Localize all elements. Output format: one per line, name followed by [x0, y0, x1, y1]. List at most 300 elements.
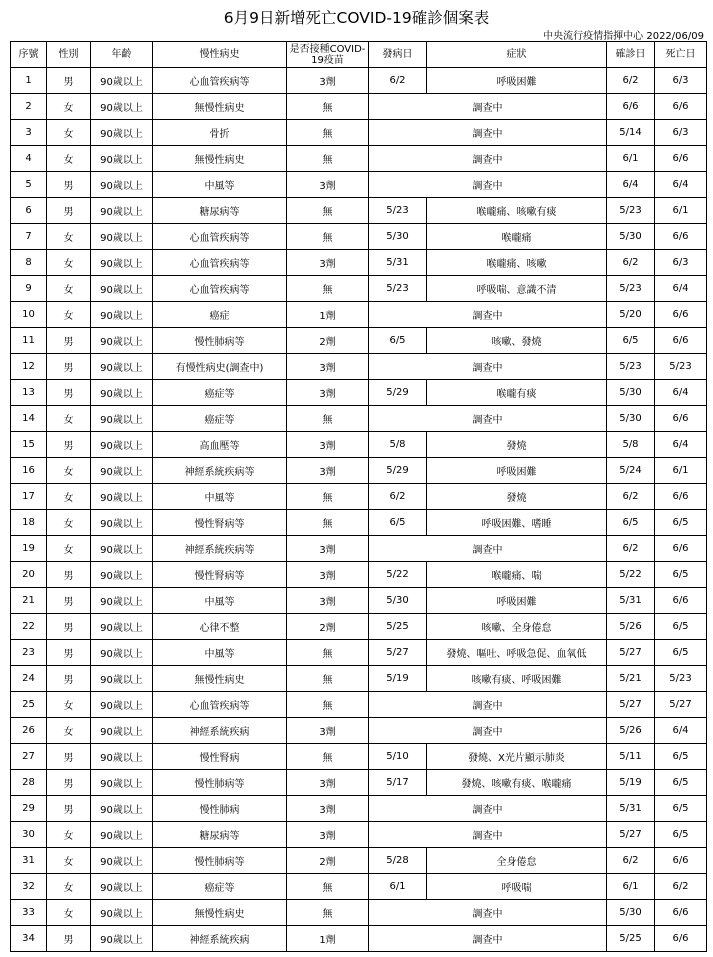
cell-sex: 女 [47, 692, 91, 718]
cell-history: 神經系統疾病 [153, 926, 287, 952]
table-row [11, 224, 707, 250]
cell-history: 慢性肺病 [153, 796, 287, 822]
cell-death: 6/5 [655, 770, 707, 796]
cell-age: 90歲以上 [91, 848, 153, 874]
cell-symptoms: 喉嚨痛、咳嗽有痰 [427, 198, 607, 224]
cell-confirmed: 5/25 [607, 926, 655, 952]
cell-confirmed: 6/2 [607, 68, 655, 94]
cell-symptoms: 調查中 [369, 926, 607, 952]
cell-no: 5 [11, 172, 47, 198]
cell-confirmed: 5/27 [607, 692, 655, 718]
cell-history: 癌症等 [153, 380, 287, 406]
cell-age: 90歲以上 [91, 146, 153, 172]
cell-death: 6/5 [655, 614, 707, 640]
cell-vaccine: 1劑 [287, 926, 369, 952]
header-row [11, 42, 707, 68]
cell-no: 34 [11, 926, 47, 952]
col-header-symptoms: 症狀 [427, 42, 607, 68]
cell-symptoms: 調查中 [369, 718, 607, 744]
cell-vaccine: 3劑 [287, 172, 369, 198]
cell-death: 6/5 [655, 640, 707, 666]
cell-confirmed: 5/20 [607, 302, 655, 328]
cell-symptoms: 發燒、嘔吐、呼吸急促、血氧低 [427, 640, 607, 666]
cell-no: 3 [11, 120, 47, 146]
cell-sex: 女 [47, 510, 91, 536]
cell-no: 11 [11, 328, 47, 354]
cell-age: 90歲以上 [91, 562, 153, 588]
cell-death: 6/1 [655, 198, 707, 224]
cell-no: 28 [11, 770, 47, 796]
cell-confirmed: 5/21 [607, 666, 655, 692]
cell-history: 慢性肺病等 [153, 770, 287, 796]
table-row [11, 354, 707, 380]
cell-no: 10 [11, 302, 47, 328]
cell-age: 90歲以上 [91, 874, 153, 900]
cell-confirmed: 6/2 [607, 848, 655, 874]
table-row [11, 94, 707, 120]
cell-history: 慢性肺病等 [153, 848, 287, 874]
cell-onset: 5/29 [369, 380, 427, 406]
cell-vaccine: 3劑 [287, 250, 369, 276]
cell-history: 神經系統疾病 [153, 718, 287, 744]
cell-vaccine: 無 [287, 744, 369, 770]
table-row [11, 198, 707, 224]
cell-symptoms: 調查中 [369, 302, 607, 328]
table-row [11, 874, 707, 900]
cell-sex: 男 [47, 926, 91, 952]
cell-sex: 男 [47, 614, 91, 640]
cell-symptoms: 呼吸困難、嗜睡 [427, 510, 607, 536]
cell-death: 6/5 [655, 510, 707, 536]
table-row [11, 822, 707, 848]
cell-vaccine: 2劑 [287, 328, 369, 354]
cell-death: 6/4 [655, 432, 707, 458]
cell-symptoms: 調查中 [369, 146, 607, 172]
cell-age: 90歲以上 [91, 120, 153, 146]
cell-sex: 男 [47, 172, 91, 198]
cell-death: 6/6 [655, 484, 707, 510]
col-header-vaccine: 是否接種COVID-19疫苗 [287, 42, 369, 68]
cell-onset: 5/27 [369, 640, 427, 666]
cell-no: 15 [11, 432, 47, 458]
cell-history: 心血管疾病等 [153, 250, 287, 276]
cell-confirmed: 6/2 [607, 484, 655, 510]
cell-death: 6/3 [655, 68, 707, 94]
table-row [11, 666, 707, 692]
table-row [11, 614, 707, 640]
table-row [11, 250, 707, 276]
cell-death: 6/4 [655, 276, 707, 302]
cell-symptoms: 發燒、X光片顯示肺炎 [427, 744, 607, 770]
col-header-onset: 發病日 [369, 42, 427, 68]
cell-death: 6/5 [655, 822, 707, 848]
cell-sex: 女 [47, 536, 91, 562]
cell-vaccine: 無 [287, 874, 369, 900]
cell-age: 90歲以上 [91, 406, 153, 432]
cell-sex: 女 [47, 874, 91, 900]
cell-no: 7 [11, 224, 47, 250]
cell-history: 中風等 [153, 588, 287, 614]
col-header-death: 死亡日 [655, 42, 707, 68]
cell-vaccine: 1劑 [287, 302, 369, 328]
cell-age: 90歲以上 [91, 484, 153, 510]
cell-no: 20 [11, 562, 47, 588]
cell-no: 6 [11, 198, 47, 224]
cell-confirmed: 5/23 [607, 198, 655, 224]
cell-symptoms: 調查中 [369, 536, 607, 562]
cell-no: 21 [11, 588, 47, 614]
table-row [11, 276, 707, 302]
cell-sex: 男 [47, 562, 91, 588]
cell-history: 心血管疾病等 [153, 276, 287, 302]
table-row [11, 68, 707, 94]
cell-death: 6/6 [655, 224, 707, 250]
col-header-sex: 性別 [47, 42, 91, 68]
cell-age: 90歲以上 [91, 302, 153, 328]
cell-sex: 女 [47, 302, 91, 328]
cell-age: 90歲以上 [91, 692, 153, 718]
cell-history: 無慢性病史 [153, 94, 287, 120]
cell-sex: 男 [47, 588, 91, 614]
cell-no: 29 [11, 796, 47, 822]
cell-history: 癌症 [153, 302, 287, 328]
cell-sex: 男 [47, 432, 91, 458]
cell-no: 19 [11, 536, 47, 562]
cell-death: 6/2 [655, 874, 707, 900]
cell-no: 26 [11, 718, 47, 744]
cell-vaccine: 3劑 [287, 588, 369, 614]
table-row [11, 900, 707, 926]
cell-death: 6/6 [655, 848, 707, 874]
cell-age: 90歲以上 [91, 796, 153, 822]
cell-onset: 6/1 [369, 874, 427, 900]
table-row [11, 848, 707, 874]
cell-age: 90歲以上 [91, 380, 153, 406]
cell-no: 30 [11, 822, 47, 848]
cell-confirmed: 6/1 [607, 874, 655, 900]
table-row [11, 120, 707, 146]
cell-no: 1 [11, 68, 47, 94]
table-row [11, 432, 707, 458]
cell-onset: 5/23 [369, 276, 427, 302]
cell-sex: 男 [47, 770, 91, 796]
cell-death: 6/1 [655, 458, 707, 484]
cell-symptoms: 調查中 [369, 354, 607, 380]
cell-death: 5/23 [655, 354, 707, 380]
cell-symptoms: 調查中 [369, 120, 607, 146]
cell-death: 6/6 [655, 588, 707, 614]
cell-vaccine: 2劑 [287, 614, 369, 640]
cell-age: 90歲以上 [91, 718, 153, 744]
cell-onset: 5/29 [369, 458, 427, 484]
cell-vaccine: 無 [287, 510, 369, 536]
cell-symptoms: 調查中 [369, 406, 607, 432]
cell-history: 無慢性病史 [153, 666, 287, 692]
cell-sex: 女 [47, 146, 91, 172]
cell-sex: 女 [47, 224, 91, 250]
col-header-age: 年齡 [91, 42, 153, 68]
cell-no: 33 [11, 900, 47, 926]
cell-sex: 女 [47, 458, 91, 484]
cell-age: 90歲以上 [91, 172, 153, 198]
cell-sex: 男 [47, 666, 91, 692]
cell-symptoms: 調查中 [369, 692, 607, 718]
cell-confirmed: 5/14 [607, 120, 655, 146]
cell-confirmed: 5/30 [607, 406, 655, 432]
table-row [11, 692, 707, 718]
cell-death: 6/6 [655, 94, 707, 120]
cell-vaccine: 3劑 [287, 354, 369, 380]
cell-no: 13 [11, 380, 47, 406]
cell-age: 90歲以上 [91, 770, 153, 796]
cell-no: 12 [11, 354, 47, 380]
cell-onset: 5/23 [369, 198, 427, 224]
cell-vaccine: 無 [287, 224, 369, 250]
cell-sex: 女 [47, 406, 91, 432]
cell-vaccine: 無 [287, 94, 369, 120]
cell-death: 6/6 [655, 146, 707, 172]
table-row [11, 770, 707, 796]
cell-history: 慢性腎病等 [153, 562, 287, 588]
cell-history: 無慢性病史 [153, 900, 287, 926]
cell-confirmed: 6/5 [607, 328, 655, 354]
cell-vaccine: 無 [287, 692, 369, 718]
cell-vaccine: 無 [287, 484, 369, 510]
cell-death: 6/3 [655, 120, 707, 146]
cell-confirmed: 6/6 [607, 94, 655, 120]
col-header-confirmed: 確診日 [607, 42, 655, 68]
cell-age: 90歲以上 [91, 250, 153, 276]
cell-sex: 女 [47, 250, 91, 276]
cell-vaccine: 2劑 [287, 848, 369, 874]
cell-history: 慢性肺病等 [153, 328, 287, 354]
cell-history: 心血管疾病等 [153, 692, 287, 718]
cell-vaccine: 無 [287, 120, 369, 146]
table-row [11, 536, 707, 562]
cell-history: 有慢性病史(調查中) [153, 354, 287, 380]
cell-symptoms: 喉嚨痛、喘 [427, 562, 607, 588]
cell-onset: 5/31 [369, 250, 427, 276]
cell-history: 中風等 [153, 640, 287, 666]
cell-death: 6/6 [655, 302, 707, 328]
cell-sex: 男 [47, 640, 91, 666]
cell-age: 90歲以上 [91, 744, 153, 770]
cell-onset: 6/2 [369, 68, 427, 94]
col-header-no: 序號 [11, 42, 47, 68]
table-row [11, 302, 707, 328]
cell-history: 無慢性病史 [153, 146, 287, 172]
cell-history: 中風等 [153, 484, 287, 510]
cell-symptoms: 喉嚨痛 [427, 224, 607, 250]
cell-vaccine: 3劑 [287, 822, 369, 848]
cell-symptoms: 發燒 [427, 432, 607, 458]
cell-no: 32 [11, 874, 47, 900]
table-row [11, 562, 707, 588]
cell-symptoms: 喉嚨有痰 [427, 380, 607, 406]
cell-age: 90歲以上 [91, 900, 153, 926]
cell-sex: 男 [47, 68, 91, 94]
cell-age: 90歲以上 [91, 198, 153, 224]
page-title: 6月9日新增死亡COVID-19確診個案表 [223, 9, 490, 27]
cell-history: 慢性腎病等 [153, 510, 287, 536]
cell-age: 90歲以上 [91, 276, 153, 302]
cell-symptoms: 調查中 [369, 822, 607, 848]
cell-symptoms: 調查中 [369, 172, 607, 198]
cell-age: 90歲以上 [91, 328, 153, 354]
cases-table [10, 41, 707, 952]
cell-vaccine: 3劑 [287, 718, 369, 744]
cell-death: 5/27 [655, 692, 707, 718]
cell-sex: 男 [47, 198, 91, 224]
cell-vaccine: 3劑 [287, 68, 369, 94]
cell-age: 90歲以上 [91, 614, 153, 640]
cell-no: 2 [11, 94, 47, 120]
cell-history: 神經系統疾病等 [153, 458, 287, 484]
cell-confirmed: 6/2 [607, 536, 655, 562]
cell-sex: 女 [47, 276, 91, 302]
cell-symptoms: 調查中 [369, 94, 607, 120]
cell-vaccine: 無 [287, 198, 369, 224]
cell-death: 6/5 [655, 562, 707, 588]
cell-sex: 女 [47, 718, 91, 744]
cell-vaccine: 無 [287, 406, 369, 432]
cell-age: 90歲以上 [91, 354, 153, 380]
cell-onset: 5/22 [369, 562, 427, 588]
cell-vaccine: 無 [287, 146, 369, 172]
cell-vaccine: 3劑 [287, 770, 369, 796]
cell-sex: 女 [47, 120, 91, 146]
cell-onset: 5/30 [369, 224, 427, 250]
cell-vaccine: 3劑 [287, 458, 369, 484]
table-row [11, 406, 707, 432]
source-date: 中央流行疫情指揮中心 2022/06/09 [543, 31, 704, 42]
cell-no: 22 [11, 614, 47, 640]
cell-onset: 6/5 [369, 510, 427, 536]
cell-history: 糖尿病等 [153, 198, 287, 224]
cell-confirmed: 6/2 [607, 250, 655, 276]
cell-onset: 6/5 [369, 328, 427, 354]
cell-confirmed: 5/30 [607, 224, 655, 250]
cell-vaccine: 3劑 [287, 796, 369, 822]
table-row [11, 926, 707, 952]
cell-history: 中風等 [153, 172, 287, 198]
table-row [11, 458, 707, 484]
cell-age: 90歲以上 [91, 588, 153, 614]
cell-vaccine: 無 [287, 640, 369, 666]
cell-no: 4 [11, 146, 47, 172]
cell-age: 90歲以上 [91, 94, 153, 120]
cell-history: 癌症等 [153, 406, 287, 432]
cell-age: 90歲以上 [91, 224, 153, 250]
cell-vaccine: 3劑 [287, 380, 369, 406]
cell-death: 6/4 [655, 380, 707, 406]
cell-symptoms: 呼吸困難 [427, 68, 607, 94]
table-row [11, 796, 707, 822]
cell-symptoms: 呼吸喘 [427, 874, 607, 900]
cell-sex: 男 [47, 744, 91, 770]
cell-history: 心律不整 [153, 614, 287, 640]
cell-no: 18 [11, 510, 47, 536]
table-row [11, 744, 707, 770]
cell-age: 90歲以上 [91, 640, 153, 666]
cell-symptoms: 全身倦怠 [427, 848, 607, 874]
cell-onset: 5/30 [369, 588, 427, 614]
cell-death: 6/6 [655, 926, 707, 952]
cell-confirmed: 5/23 [607, 354, 655, 380]
cell-confirmed: 5/26 [607, 718, 655, 744]
cell-no: 9 [11, 276, 47, 302]
cell-symptoms: 呼吸喘、意識不清 [427, 276, 607, 302]
cell-death: 6/5 [655, 796, 707, 822]
cell-onset: 5/25 [369, 614, 427, 640]
cell-sex: 女 [47, 848, 91, 874]
cell-symptoms: 調查中 [369, 796, 607, 822]
cell-vaccine: 3劑 [287, 432, 369, 458]
cell-symptoms: 咳嗽、發燒 [427, 328, 607, 354]
cell-confirmed: 5/31 [607, 588, 655, 614]
table-row [11, 484, 707, 510]
cell-history: 癌症等 [153, 874, 287, 900]
cell-history: 心血管疾病等 [153, 68, 287, 94]
cell-onset: 5/28 [369, 848, 427, 874]
cell-age: 90歲以上 [91, 458, 153, 484]
cell-history: 高血壓等 [153, 432, 287, 458]
cell-sex: 男 [47, 796, 91, 822]
cell-sex: 男 [47, 328, 91, 354]
cell-no: 14 [11, 406, 47, 432]
cell-confirmed: 5/19 [607, 770, 655, 796]
cell-death: 6/5 [655, 744, 707, 770]
cell-confirmed: 5/8 [607, 432, 655, 458]
cell-confirmed: 6/4 [607, 172, 655, 198]
cell-death: 6/4 [655, 718, 707, 744]
cell-confirmed: 5/30 [607, 380, 655, 406]
cell-symptoms: 發燒、咳嗽有痰、喉嚨痛 [427, 770, 607, 796]
cell-onset: 5/8 [369, 432, 427, 458]
table-row [11, 328, 707, 354]
table-row [11, 380, 707, 406]
cell-no: 16 [11, 458, 47, 484]
cell-age: 90歲以上 [91, 822, 153, 848]
cell-death: 5/23 [655, 666, 707, 692]
cell-death: 6/3 [655, 250, 707, 276]
cell-death: 6/6 [655, 406, 707, 432]
cell-confirmed: 5/30 [607, 900, 655, 926]
cell-vaccine: 無 [287, 666, 369, 692]
cell-confirmed: 5/27 [607, 640, 655, 666]
cell-symptoms: 咳嗽有痰、呼吸困難 [427, 666, 607, 692]
cell-sex: 男 [47, 354, 91, 380]
cell-no: 8 [11, 250, 47, 276]
cell-no: 17 [11, 484, 47, 510]
cell-sex: 女 [47, 484, 91, 510]
cell-history: 心血管疾病等 [153, 224, 287, 250]
cell-onset: 5/10 [369, 744, 427, 770]
cell-symptoms: 呼吸困難 [427, 458, 607, 484]
cell-death: 6/6 [655, 900, 707, 926]
cell-vaccine: 3劑 [287, 536, 369, 562]
col-header-history: 慢性病史 [153, 42, 287, 68]
cell-sex: 男 [47, 380, 91, 406]
cell-age: 90歲以上 [91, 926, 153, 952]
cell-sex: 女 [47, 94, 91, 120]
cell-confirmed: 5/22 [607, 562, 655, 588]
cell-vaccine: 無 [287, 276, 369, 302]
cell-confirmed: 6/5 [607, 510, 655, 536]
table-row [11, 146, 707, 172]
cell-sex: 女 [47, 822, 91, 848]
cell-no: 24 [11, 666, 47, 692]
